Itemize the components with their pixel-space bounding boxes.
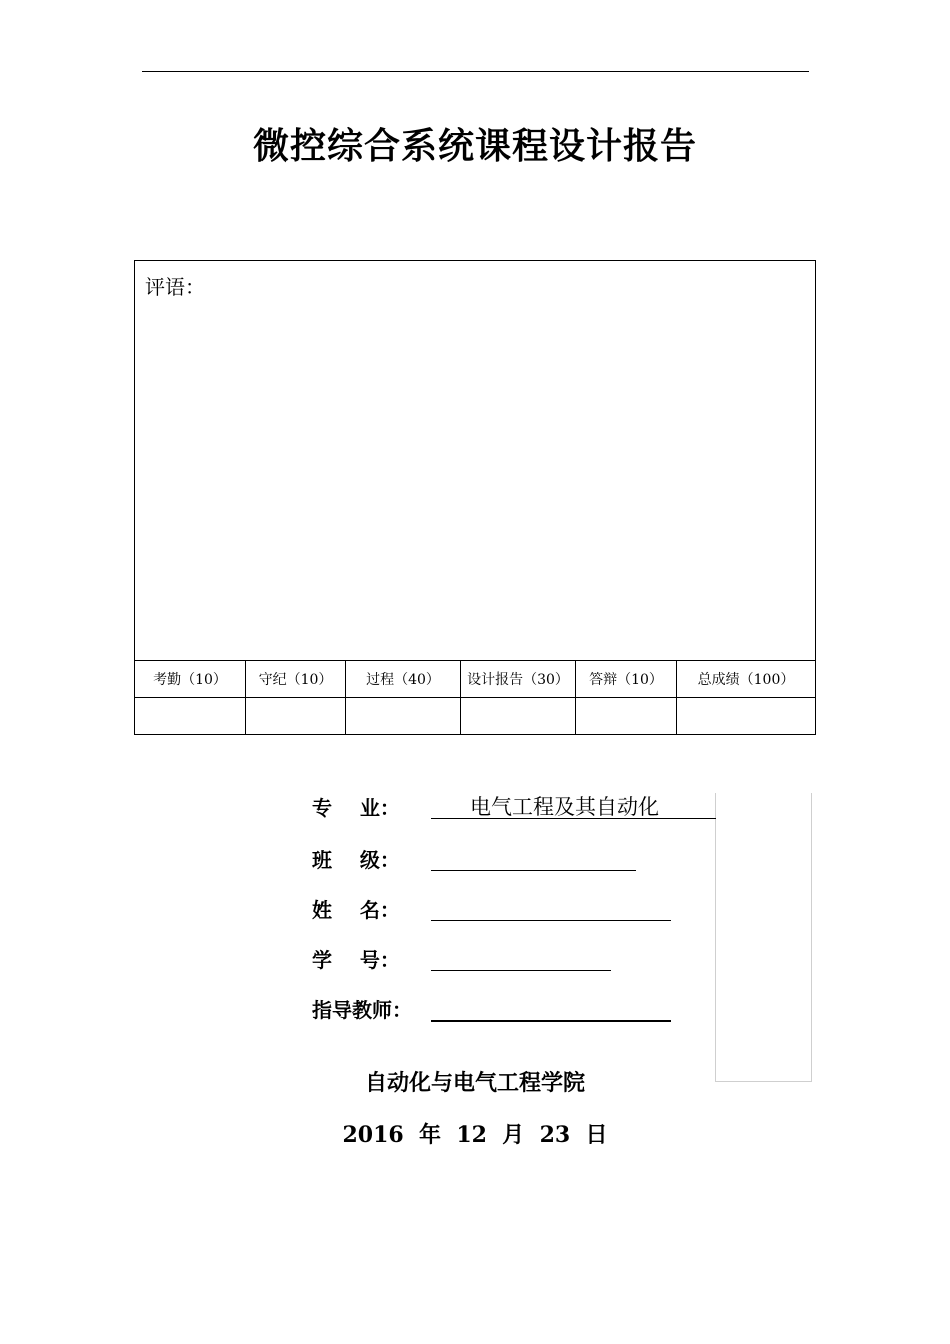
report-date: 2016 年 12 月 23 日 bbox=[342, 1122, 608, 1148]
score-value-total[interactable] bbox=[676, 698, 815, 734]
comment-label: 评语： bbox=[145, 275, 205, 299]
score-header-process: 过程（40） bbox=[345, 661, 460, 697]
score-header-discipline: 守纪（10） bbox=[245, 661, 345, 697]
score-header-total: 总成绩（100） bbox=[676, 661, 815, 697]
top-rule bbox=[142, 71, 809, 72]
side-box bbox=[715, 793, 812, 1082]
major-label: 专 业： bbox=[312, 796, 400, 820]
student-id-line bbox=[431, 970, 611, 971]
name-line bbox=[431, 920, 671, 921]
score-value-discipline[interactable] bbox=[245, 698, 345, 734]
score-value-attendance[interactable] bbox=[135, 698, 245, 734]
score-value-defense[interactable] bbox=[575, 698, 676, 734]
score-value-process[interactable] bbox=[345, 698, 460, 734]
score-header-report: 设计报告（30） bbox=[460, 661, 575, 697]
class-line bbox=[431, 870, 636, 871]
score-header-defense: 答辩（10） bbox=[575, 661, 676, 697]
name-label: 姓 名： bbox=[312, 898, 400, 922]
score-header-row bbox=[135, 660, 815, 697]
grade-table bbox=[134, 260, 816, 735]
class-label: 班 级： bbox=[312, 848, 400, 872]
report-title: 微控综合系统课程设计报告 bbox=[252, 126, 697, 167]
advisor-label: 指导教师： bbox=[312, 998, 412, 1022]
score-header-attendance: 考勤（10） bbox=[153, 672, 227, 688]
score-value-report[interactable] bbox=[460, 698, 575, 734]
score-value-row bbox=[135, 697, 815, 734]
college-name: 自动化与电气工程学院 bbox=[364, 1071, 585, 1096]
student-id-label: 学 号： bbox=[312, 948, 400, 972]
advisor-line bbox=[431, 1020, 671, 1022]
major-value[interactable]: 电气工程及其自动化 bbox=[470, 795, 659, 819]
